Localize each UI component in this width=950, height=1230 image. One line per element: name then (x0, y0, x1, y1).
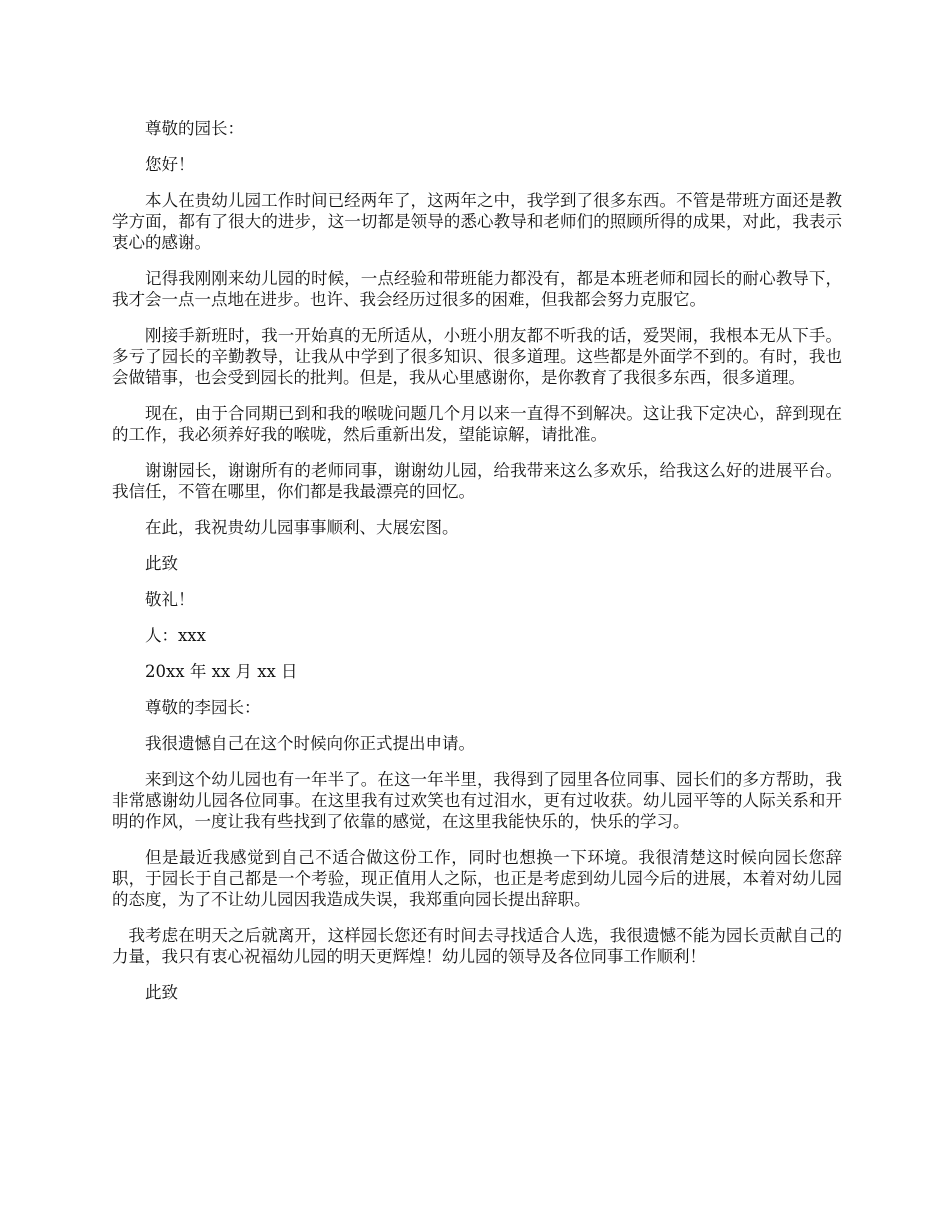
letter1-closing-2: 敬礼！ (145, 590, 195, 609)
letter1-closing-1: 此致 (145, 554, 178, 573)
document-page (112, 118, 842, 1018)
letter1-greeting: 您好！ (145, 155, 195, 174)
letter2-paragraph-3: 但是最近我感觉到自己不适合做这份工作，同时也想换一下环境。我很清楚这时候向园长您辞职，于园长于自己都是一个考验，现正值用人之际，也正是考虑到幼儿园今后的进展，本着对幼儿园的态度，为了不让幼儿园因我造成失误，我郑重向园长提出辞职。 (112, 848, 842, 909)
letter2-closing-1: 此致 (145, 983, 178, 1002)
letter2-paragraph-2: 来到这个幼儿园也有一年半了。在这一年半里，我得到了园里各位同事、园长们的多方帮助，我非常感谢幼儿园各位同事。在这里我有过欢笑也有过泪水，更有过收获。幼儿园平等的人际关系和开明的作风，一度让我有些找到了依靠的感觉，在这里我能快乐的，快乐的学习。 (112, 770, 842, 831)
letter1-paragraph-5: 谢谢园长，谢谢所有的老师同事，谢谢幼儿园，给我带来这么多欢乐，给我这么好的进展平台。我信任，不管在哪里，你们都是我最漂亮的回忆。 (112, 461, 842, 501)
letter1-salutation: 尊敬的园长： (145, 119, 244, 138)
letter1-paragraph-4: 现在，由于合同期已到和我的喉咙问题几个月以来一直得不到解决。这让我下定决心，辞到现在的工作，我必须养好我的喉咙，然后重新出发，望能谅解，请批准。 (112, 404, 842, 444)
letter1-paragraph-6: 在此，我祝贵幼儿园事事顺利、大展宏图。 (145, 518, 459, 537)
letter1-signer: 人：xxx (145, 626, 206, 645)
letter1-paragraph-1: 本人在贵幼儿园工作时间已经两年了，这两年之中，我学到了很多东西。不管是带班方面还是教学方面，都有了很大的进步，这一切都是领导的悉心教导和老师们的照顾所得的成果，对此，我表示衷心的感谢。 (112, 191, 842, 252)
letter1-paragraph-3: 刚接手新班时，我一开始真的无所适从，小班小朋友都不听我的话，爱哭闹，我根本无从下手。多亏了园长的辛勤教导，让我从中学到了很多知识、很多道理。这些都是外面学不到的。有时，我也会做错事，也会受到园长的批判。但是，我从心里感谢你，是你教育了我很多东西，很多道理。 (112, 326, 842, 387)
letter1-date: 20xx 年 xx 月 xx 日 (145, 662, 298, 681)
letter2-paragraph-4: 我考虑在明天之后就离开，这样园长您还有时间去寻找适合人选，我很遗憾不能为园长贡献自己的力量，我只有衷心祝福幼儿园的明天更辉煌！幼儿园的领导及各位同事工作顺利！ (112, 926, 842, 966)
letter1-paragraph-2: 记得我刚刚来幼儿园的时候，一点经验和带班能力都没有，都是本班老师和园长的耐心教导下，我才会一点一点地在进步。也许、我会经历过很多的困难，但我都会努力克服它。 (112, 269, 842, 309)
letter2-paragraph-1: 我很遗憾自己在这个时候向你正式提出申请。 (145, 734, 475, 753)
letter2-salutation: 尊敬的李园长： (145, 698, 261, 717)
